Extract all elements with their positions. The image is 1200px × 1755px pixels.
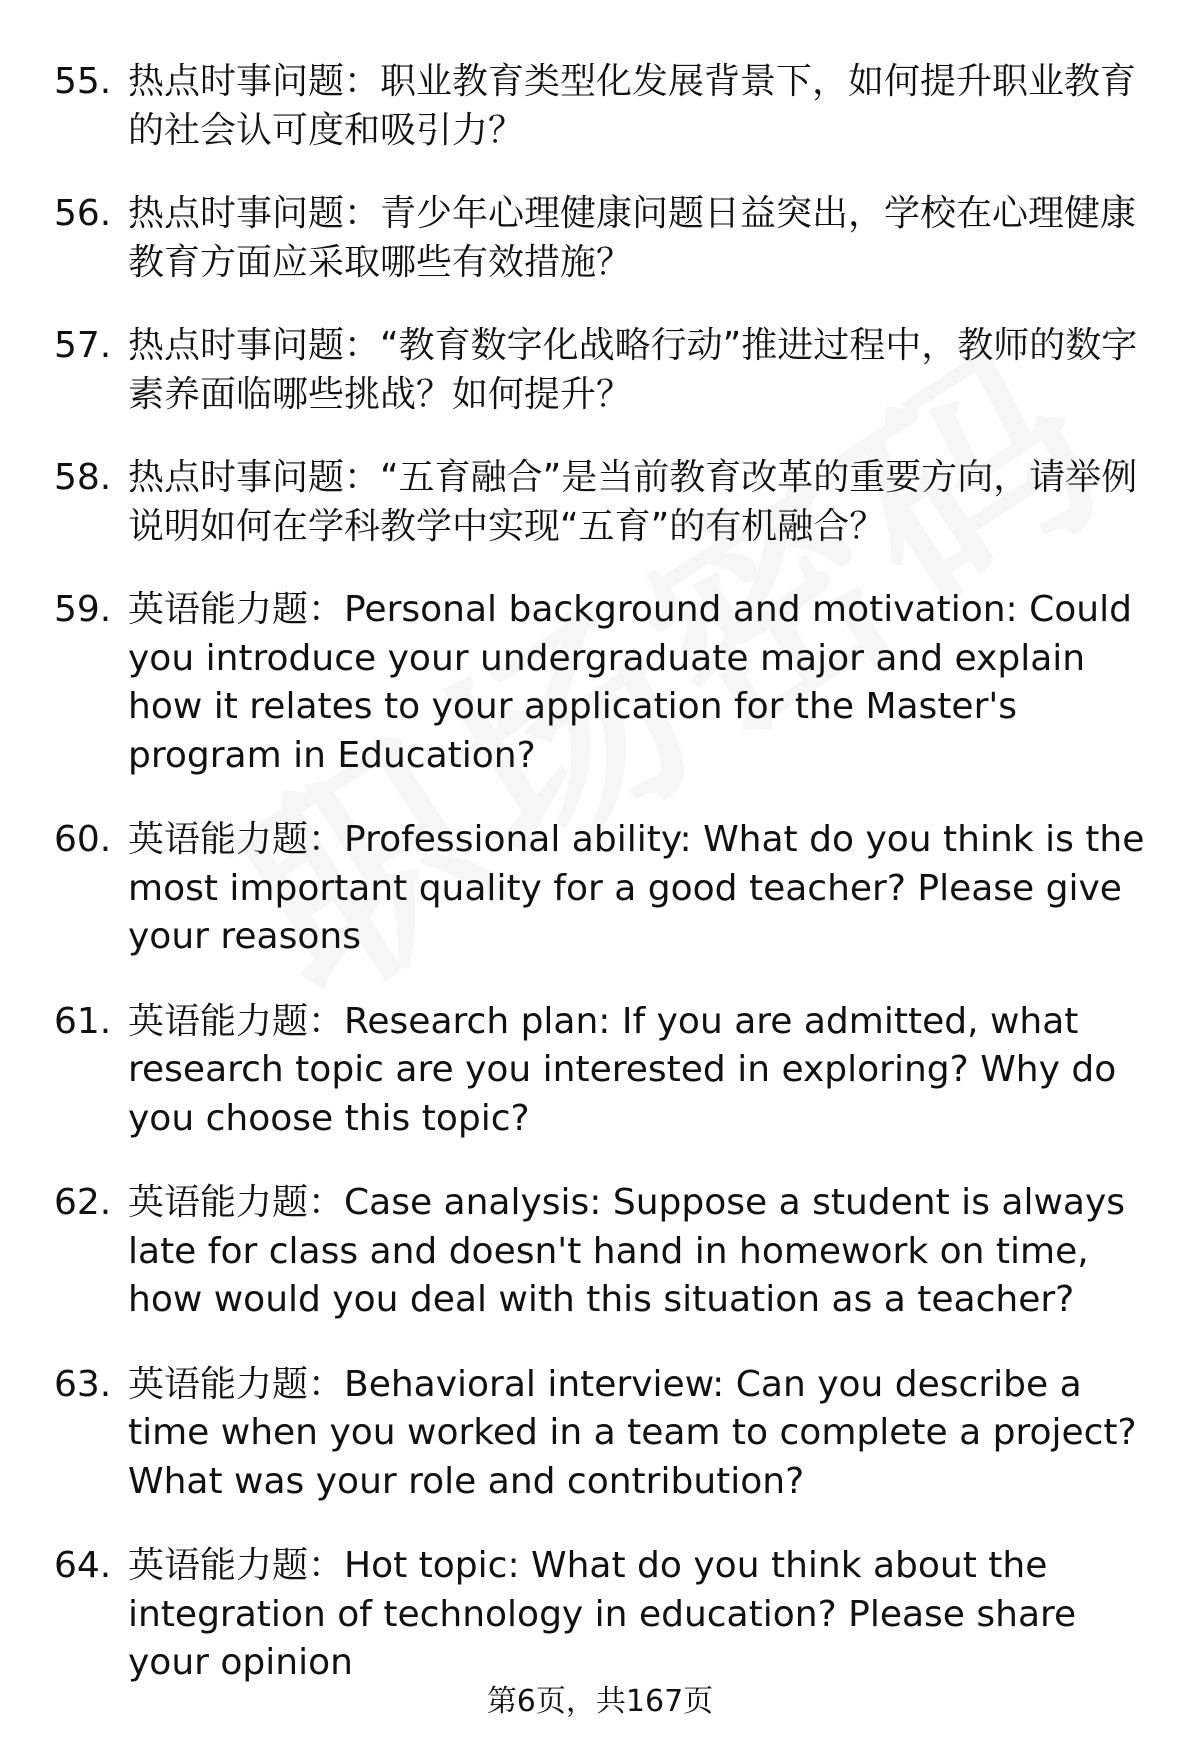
- question-number: 59.: [54, 589, 112, 630]
- question-text: 英语能力题：Professional ability: What do you think is the most important quality for a good teacher? Please give your reasons: [128, 819, 1145, 957]
- question-item: [54, 1179, 1166, 1325]
- question-item: [54, 454, 1166, 551]
- question-number: 56.: [54, 193, 112, 234]
- question-number: 64.: [54, 1545, 112, 1586]
- question-item: [54, 586, 1166, 780]
- question-item: [54, 58, 1166, 155]
- question-number: 62.: [54, 1182, 112, 1223]
- question-text: 热点时事问题：“五育融合”是当前教育改革的重要方向，请举例说明如何在学科教学中实现“五育”的有机融合？: [128, 457, 1138, 547]
- question-number: 61.: [54, 1000, 112, 1042]
- question-text: 英语能力题：Behavioral interview: Can you describe a time when you worked in a team to complete a project? What was your role and contribution?: [128, 1363, 1137, 1502]
- question-number: 60.: [54, 819, 112, 860]
- question-text: 热点时事问题：青少年心理健康问题日益突出，学校在心理健康教育方面应采取哪些有效措施？: [128, 193, 1137, 283]
- question-text: 热点时事问题：“教育数字化战略行动”推进过程中，教师的数字素养面临哪些挑战？如何提升？: [128, 325, 1138, 415]
- question-text: 英语能力题：Hot topic: What do you think about the integration of technology in education? Please share your opinion: [128, 1545, 1077, 1683]
- question-list: [54, 58, 1166, 1724]
- question-item: [54, 998, 1166, 1144]
- question-text: 英语能力题：Case analysis: Suppose a student is always late for class and doesn't hand in homework on time, how would you deal with this situation as a teacher?: [128, 1182, 1126, 1320]
- question-number: 57.: [54, 325, 112, 366]
- question-number: 63.: [54, 1363, 112, 1405]
- page-footer: 第6页，共167页: [486, 1684, 714, 1719]
- question-item: [54, 1361, 1166, 1507]
- question-text: 英语能力题：Personal background and motivation: Could you introduce your undergraduate major and explain how it relates to your application for the Master's program in Education?: [128, 589, 1132, 776]
- question-text: 英语能力题：Research plan: If you are admitted, what research topic are you interested in exploring? Why do you choose this topic?: [128, 1000, 1117, 1139]
- question-number: 58.: [54, 457, 112, 498]
- question-item: [54, 816, 1166, 962]
- question-item: [54, 322, 1166, 419]
- question-text: 热点时事问题：职业教育类型化发展背景下，如何提升职业教育的社会认可度和吸引力？: [128, 61, 1137, 151]
- question-item: [54, 1542, 1166, 1688]
- question-item: [54, 190, 1166, 287]
- question-number: 55.: [54, 61, 112, 102]
